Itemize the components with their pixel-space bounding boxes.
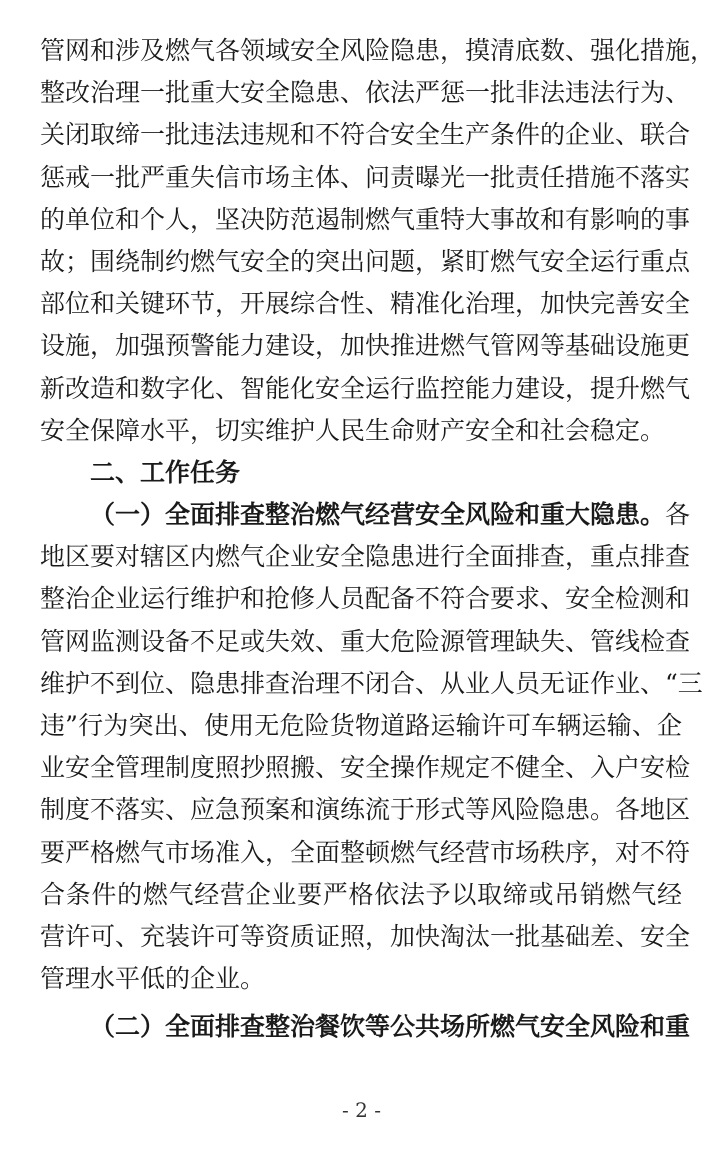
text-line: 业安全管理制度照抄照搬、安全操作规定不健全、入户安检 bbox=[40, 753, 691, 783]
text-line: 管理水平低的企业。 bbox=[40, 964, 266, 994]
item2-title: （二）全面排查整治餐饮等公共场所燃气安全风险和重 bbox=[90, 1012, 691, 1042]
text-line: 违”行为突出、使用无危险货物道路运输许可车辆运输、企 bbox=[40, 711, 682, 740]
text-line: 地区要对辖区内燃气企业安全隐患进行全面排查，重点排查 bbox=[40, 542, 691, 572]
text-line: 故；围绕制约燃气安全的突出问题，紧盯燃气安全运行重点 bbox=[40, 246, 691, 276]
text-line: 整治企业运行维护和抢修人员配备不符合要求、安全检测和 bbox=[40, 584, 691, 614]
item1-paragraph bbox=[40, 494, 703, 1000]
text-line: 合条件的燃气经营企业要严格依法予以取缔或吊销燃气经 bbox=[40, 879, 682, 909]
text-line: 制度不落实、应急预案和演练流于形式等风险隐患。各地区 bbox=[40, 795, 691, 825]
document-page bbox=[40, 30, 716, 1049]
item1-first-line bbox=[40, 494, 691, 536]
text-line: 管网监测设备不足或失效、重大危险源管理缺失、管线检查 bbox=[40, 626, 691, 656]
page-number: - 2 - bbox=[342, 1098, 381, 1122]
text-line: 设施，加强预警能力建设，加快推进燃气管网等基础设施更 bbox=[40, 331, 691, 361]
paragraph-intro bbox=[40, 30, 716, 452]
text-line: 营许可、充装许可等资质证照，加快淘汰一批基础差、安全 bbox=[40, 921, 691, 951]
text-line: 部位和关键环节，开展综合性、精准化治理，加快完善安全 bbox=[40, 289, 691, 319]
text-line: 安全保障水平，切实维护人民生命财产安全和社会稳定。 bbox=[40, 415, 666, 445]
text-line: 关闭取缔一批违法违规和不符合安全生产条件的企业、联合 bbox=[40, 120, 691, 150]
text-line: 维护不到位、隐患排查治理不闭合、从业人员无证作业、“三 bbox=[40, 668, 703, 698]
text-line: 整改治理一批重大安全隐患、依法严惩一批非法违法行为、 bbox=[40, 78, 691, 108]
text-line: 要严格燃气市场准入，全面整顿燃气经营市场秩序，对不符 bbox=[40, 837, 691, 867]
text-line: 管网和涉及燃气各领域安全风险隐患，摸清底数、强化措施， bbox=[40, 36, 716, 65]
text-line: 新改造和数字化、智能化安全运行监控能力建设，提升燃气 bbox=[40, 373, 691, 403]
section-heading: 二、工作任务 bbox=[90, 457, 241, 487]
text-line: 的单位和个人，坚决防范遏制燃气重特大事故和有影响的事 bbox=[40, 204, 691, 234]
text-line: 惩戒一批严重失信市场主体、问责曝光一批责任措施不落实 bbox=[40, 162, 691, 192]
item1-first-line-tail: 各 bbox=[665, 500, 691, 530]
item1-title: （一）全面排查整治燃气经营安全风险和重大隐患。 bbox=[90, 500, 666, 530]
